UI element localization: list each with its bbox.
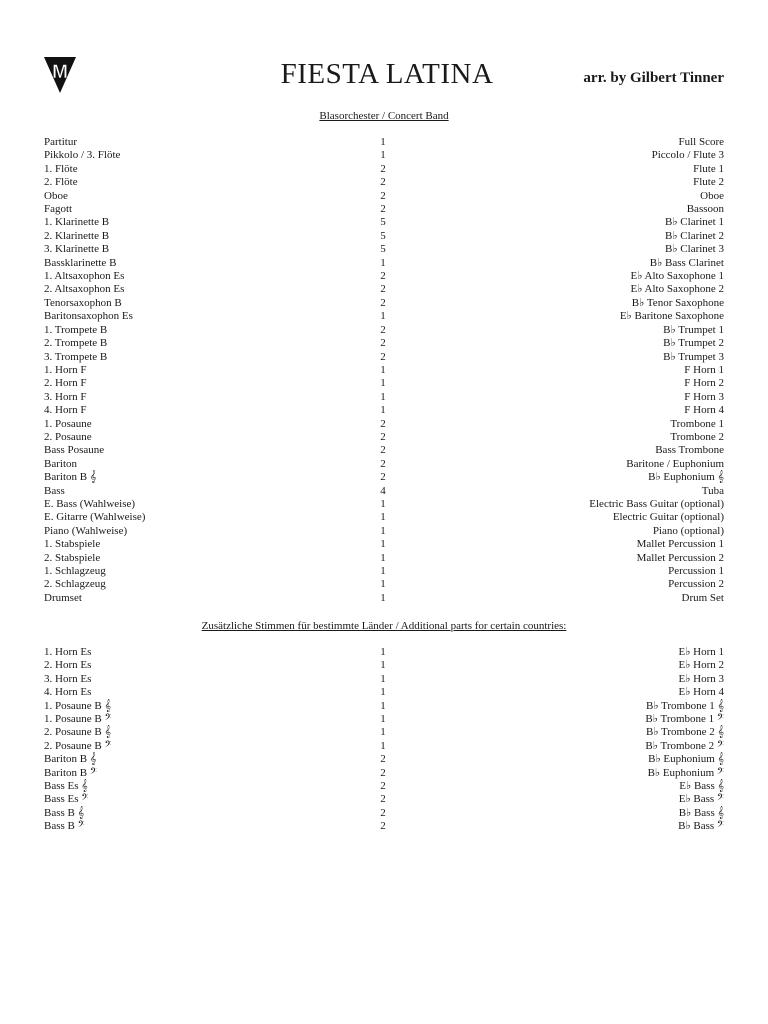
part-name-german: 2. Schlagzeug (44, 578, 106, 591)
part-row (44, 552, 724, 565)
part-name-german: 2. Trompete B (44, 337, 108, 350)
additional-section-heading (0, 620, 768, 632)
part-name-english: E♭ Alto Saxophone 2 (630, 283, 724, 296)
part-name-german: E. Gitarre (Wahlweise) (44, 511, 146, 524)
part-row (44, 297, 724, 310)
part-name-german: Pikkolo / 3. Flöte (44, 149, 121, 162)
part-quantity: 1 (380, 699, 386, 712)
part-row (44, 780, 724, 793)
part-quantity: 5 (380, 216, 386, 229)
part-name-english: Mallet Percussion 1 (636, 538, 724, 551)
part-name-german: 3. Horn Es (44, 672, 92, 685)
part-quantity: 1 (380, 565, 386, 577)
part-row (44, 351, 724, 364)
part-row (44, 740, 724, 753)
part-name-english: B♭ Bass 𝄢 (678, 820, 724, 833)
part-name-english: E♭ Horn 2 (678, 659, 724, 672)
part-row (44, 364, 724, 377)
part-row (44, 404, 724, 417)
part-name-english: B♭ Trombone 2 𝄞 (645, 726, 724, 739)
part-name-english: E♭ Horn 4 (678, 686, 724, 699)
part-row (44, 485, 724, 498)
part-name-english: Baritone / Euphonium (626, 457, 724, 470)
part-name-english: Trombone 1 (670, 417, 724, 430)
part-row (44, 753, 724, 766)
part-row (44, 391, 724, 404)
part-row (44, 216, 724, 229)
part-name-english: B♭ Trombone 1 𝄞 (645, 699, 724, 712)
part-quantity: 1 (380, 646, 386, 658)
part-row (44, 646, 724, 659)
part-row (44, 538, 724, 551)
part-row (44, 498, 724, 511)
part-name-german: 4. Horn F (44, 404, 87, 417)
part-name-english: Tuba (701, 484, 724, 497)
part-row (44, 190, 724, 203)
part-name-german: 1. Flöte (44, 162, 78, 175)
part-name-german: Oboe (44, 189, 68, 202)
main-section-heading (0, 110, 768, 122)
part-name-english: E♭ Alto Saxophone 1 (630, 270, 724, 283)
part-quantity: 1 (380, 256, 386, 269)
part-row (44, 820, 724, 833)
part-name-german: 3. Klarinette B (44, 243, 110, 256)
part-quantity: 1 (380, 538, 386, 551)
part-quantity: 2 (380, 162, 386, 175)
part-row (44, 257, 724, 270)
part-name-english: Percussion 2 (668, 578, 724, 591)
part-quantity: 1 (380, 363, 386, 376)
part-name-german: Fagott (44, 203, 73, 216)
part-row (44, 592, 724, 605)
part-name-german: Bariton (44, 457, 77, 470)
part-row (44, 283, 724, 296)
part-name-english: E♭ Horn 1 (678, 646, 724, 658)
part-name-german: 3. Horn F (44, 390, 87, 403)
part-row (44, 793, 724, 806)
part-name-english: Flute 2 (693, 176, 724, 189)
part-row (44, 176, 724, 189)
part-name-english: Percussion 1 (668, 565, 724, 577)
part-quantity: 2 (380, 444, 386, 457)
part-row (44, 418, 724, 431)
part-row (44, 324, 724, 337)
part-name-english: F Horn 2 (684, 377, 724, 390)
main-section-heading-text: Blasorchester / Concert Band (319, 110, 449, 122)
part-name-english: Mallet Percussion 2 (636, 551, 724, 564)
part-name-german: 2. Posaune (44, 430, 92, 443)
part-row (44, 565, 724, 578)
arranger: arr. by Gilbert Tinner (583, 70, 724, 86)
additional-parts-list (44, 646, 724, 834)
part-name-english: B♭ Tenor Saxophone (631, 296, 724, 309)
part-row (44, 713, 724, 726)
part-name-german: E. Bass (Wahlweise) (44, 497, 136, 510)
part-name-english: B♭ Euphonium 𝄢 (647, 766, 724, 779)
part-quantity: 1 (380, 591, 386, 604)
part-name-german: Partitur (44, 136, 77, 148)
part-quantity: 2 (380, 350, 386, 363)
part-name-german: 1. Trompete B (44, 323, 108, 336)
part-name-english: B♭ Clarinet 1 (665, 216, 724, 229)
part-name-german: 2. Horn Es (44, 659, 92, 672)
part-name-german: Bass B 𝄞 (44, 806, 85, 819)
part-quantity: 2 (380, 337, 386, 350)
part-name-german: 3. Trompete B (44, 350, 108, 363)
publisher-logo (44, 57, 76, 93)
part-quantity: 2 (380, 323, 386, 336)
part-row (44, 511, 724, 524)
part-name-german: Bass B 𝄢 (44, 820, 85, 833)
part-quantity: 4 (380, 484, 386, 497)
part-name-german: 1. Posaune (44, 417, 92, 430)
part-name-english: B♭ Trombone 2 𝄢 (645, 739, 724, 752)
part-quantity: 2 (380, 283, 386, 296)
part-name-english: Flute 1 (693, 162, 724, 175)
part-name-english: B♭ Trumpet 3 (663, 350, 724, 363)
part-quantity: 1 (380, 390, 386, 403)
part-name-english: B♭ Bass Clarinet (649, 256, 724, 269)
part-name-english: E♭ Bass 𝄢 (678, 793, 724, 806)
part-quantity: 2 (380, 176, 386, 189)
part-row (44, 149, 724, 162)
part-name-german: 2. Posaune B 𝄢 (44, 739, 112, 752)
part-quantity: 2 (380, 766, 386, 779)
part-name-german: 4. Horn Es (44, 686, 92, 699)
part-name-german: 1. Schlagzeug (44, 565, 106, 577)
part-name-english: Full Score (678, 136, 724, 148)
part-row (44, 767, 724, 780)
part-quantity: 2 (380, 780, 386, 793)
part-name-english: Electric Guitar (optional) (612, 511, 724, 524)
part-name-english: F Horn 1 (684, 363, 724, 376)
part-quantity: 2 (380, 457, 386, 470)
part-name-german: Bass Es 𝄞 (44, 780, 88, 793)
page-title: FIESTA LATINA (280, 58, 494, 90)
part-row (44, 270, 724, 283)
part-name-german: 1. Horn Es (44, 646, 92, 658)
part-quantity: 1 (380, 404, 386, 417)
additional-section-heading-text: Zusätzliche Stimmen für bestimmte Länder / Additional parts for certain countries: (201, 620, 567, 632)
part-name-english: B♭ Trumpet 1 (663, 323, 724, 336)
part-quantity: 1 (380, 739, 386, 752)
part-quantity: 2 (380, 820, 386, 833)
part-quantity: 2 (380, 471, 386, 484)
part-row (44, 377, 724, 390)
part-row (44, 458, 724, 471)
part-name-german: 1. Posaune B 𝄢 (44, 713, 112, 726)
part-quantity: 1 (380, 511, 386, 524)
part-quantity: 2 (380, 753, 386, 766)
part-quantity: 2 (380, 296, 386, 309)
part-row (44, 230, 724, 243)
part-name-english: Bassoon (686, 203, 724, 216)
part-name-english: B♭ Bass 𝄞 (678, 806, 724, 819)
part-name-german: Bass (44, 484, 65, 497)
part-name-english: E♭ Bass 𝄞 (679, 780, 724, 793)
part-name-english: B♭ Euphonium 𝄞 (648, 471, 724, 484)
part-quantity: 1 (380, 551, 386, 564)
part-quantity: 2 (380, 793, 386, 806)
part-row (44, 203, 724, 216)
part-name-german: Bassklarinette B (44, 256, 117, 269)
part-row (44, 726, 724, 739)
part-row (44, 431, 724, 444)
part-name-english: B♭ Clarinet 3 (665, 243, 724, 256)
part-name-english: Electric Bass Guitar (optional) (589, 497, 724, 510)
part-quantity: 1 (380, 672, 386, 685)
part-name-english: Piano (optional) (652, 524, 724, 537)
part-name-english: Drum Set (681, 591, 724, 604)
part-name-german: Piano (Wahlweise) (44, 524, 128, 537)
part-name-english: Trombone 2 (670, 430, 724, 443)
part-name-german: 2. Stabspiele (44, 551, 101, 564)
part-name-english: Oboe (700, 189, 724, 202)
part-quantity: 1 (380, 726, 386, 739)
part-row (44, 471, 724, 484)
part-row (44, 807, 724, 820)
part-quantity: 1 (380, 686, 386, 699)
part-name-english: Bass Trombone (655, 444, 724, 457)
part-quantity: 2 (380, 203, 386, 216)
part-name-german: 1. Klarinette B (44, 216, 110, 229)
part-name-english: B♭ Euphonium 𝄞 (648, 753, 724, 766)
part-name-english: B♭ Trombone 1 𝄢 (645, 713, 724, 726)
part-quantity: 2 (380, 417, 386, 430)
part-name-german: 1. Stabspiele (44, 538, 101, 551)
part-quantity: 1 (380, 136, 386, 148)
part-name-german: Bariton B 𝄞 (44, 753, 97, 766)
part-row (44, 659, 724, 672)
part-name-german: Tenorsaxophon B (44, 296, 122, 309)
part-name-english: Piccolo / Flute 3 (651, 149, 724, 162)
part-name-english: B♭ Trumpet 2 (663, 337, 724, 350)
part-row (44, 673, 724, 686)
part-name-german: 2. Horn F (44, 377, 87, 390)
part-row (44, 444, 724, 457)
part-name-english: E♭ Baritone Saxophone (619, 310, 724, 323)
part-quantity: 1 (380, 310, 386, 323)
part-quantity: 2 (380, 270, 386, 283)
part-name-german: 1. Posaune B 𝄞 (44, 699, 112, 712)
part-name-german: 1. Altsaxophon Es (44, 270, 125, 283)
part-name-english: F Horn 4 (684, 404, 724, 417)
part-name-german: 2. Altsaxophon Es (44, 283, 125, 296)
part-name-german: Bass Es 𝄢 (44, 793, 89, 806)
part-name-german: 1. Horn F (44, 363, 87, 376)
part-quantity: 2 (380, 189, 386, 202)
part-quantity: 1 (380, 497, 386, 510)
part-quantity: 1 (380, 659, 386, 672)
part-quantity: 1 (380, 713, 386, 726)
part-name-german: 2. Posaune B 𝄞 (44, 726, 112, 739)
part-name-german: Baritonsaxophon Es (44, 310, 133, 323)
part-name-german: Bariton B 𝄢 (44, 766, 97, 779)
part-row (44, 578, 724, 591)
part-row (44, 525, 724, 538)
part-row (44, 136, 724, 149)
part-name-english: F Horn 3 (684, 390, 724, 403)
part-name-german: 2. Klarinette B (44, 229, 110, 242)
part-row (44, 310, 724, 323)
main-parts-list (44, 136, 724, 605)
part-name-english: B♭ Clarinet 2 (665, 229, 724, 242)
part-name-german: Bariton B 𝄞 (44, 471, 97, 484)
part-quantity: 1 (380, 377, 386, 390)
part-quantity: 1 (380, 524, 386, 537)
part-quantity: 1 (380, 149, 386, 162)
part-row (44, 243, 724, 256)
part-quantity: 5 (380, 243, 386, 256)
part-row (44, 337, 724, 350)
part-row (44, 163, 724, 176)
part-row (44, 686, 724, 699)
part-quantity: 5 (380, 229, 386, 242)
part-name-german: Drumset (44, 591, 82, 604)
part-quantity: 2 (380, 430, 386, 443)
part-quantity: 2 (380, 806, 386, 819)
logo-letter: M (52, 62, 68, 83)
part-quantity: 1 (380, 578, 386, 591)
part-name-german: Bass Posaune (44, 444, 105, 457)
part-row (44, 700, 724, 713)
part-name-english: E♭ Horn 3 (678, 672, 724, 685)
part-name-german: 2. Flöte (44, 176, 78, 189)
